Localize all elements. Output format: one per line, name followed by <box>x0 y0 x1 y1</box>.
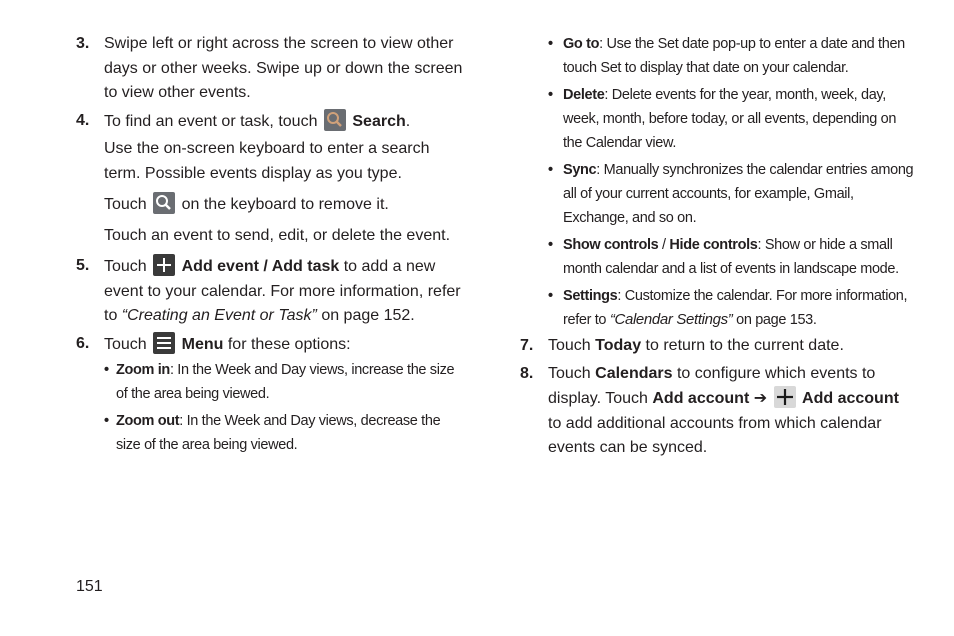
step-8 <box>520 362 915 461</box>
step-6 <box>76 332 468 358</box>
menu-label: Menu <box>181 335 224 353</box>
step-text-part: on the keyboard to remove it. <box>181 196 389 213</box>
left-column <box>76 32 468 460</box>
option-desc: : In the Week and Day views, increase the size of the area being viewed. <box>116 362 455 402</box>
right-column <box>520 32 915 461</box>
add-account-label: Add account ➔ <box>652 390 768 407</box>
list-item <box>104 358 468 406</box>
step-4 <box>76 109 468 249</box>
step-number: 5. <box>76 257 90 274</box>
step-text <box>548 362 915 461</box>
page-number: 151 <box>76 578 103 595</box>
step-number: 8. <box>520 364 534 382</box>
add-account-label: Add account <box>802 390 899 407</box>
step-text-part: Touch <box>104 258 147 275</box>
option-name: Settings <box>563 288 618 304</box>
step-text: Touch an event to send, edit, or delete the event. <box>104 226 451 244</box>
today-label: Today <box>595 337 642 354</box>
cross-reference[interactable]: “Creating an Event or Task” <box>121 307 317 324</box>
menu-options-list <box>548 32 915 332</box>
option-desc: : Customize the calendar. For more information, refer to <box>563 288 908 328</box>
search-icon <box>324 109 346 131</box>
step-number: 4. <box>76 111 90 129</box>
step-text-part: Touch <box>104 335 147 353</box>
step-text <box>104 332 468 358</box>
step-text-part: to return to the current date. <box>645 337 844 354</box>
step-text-part: to configure which events to display. <box>548 364 876 407</box>
search-icon <box>153 192 175 214</box>
list-item <box>104 409 468 457</box>
list-item <box>548 284 915 332</box>
plus-icon <box>774 386 796 408</box>
step-3 <box>76 32 468 106</box>
step-text <box>104 192 468 218</box>
list-item <box>548 32 915 80</box>
option-desc: : Use the Set date pop-up to enter a date and then touch Set to display that date on your calendar. <box>563 36 905 76</box>
step-text <box>104 254 468 329</box>
step-text-part: to add additional accounts from which calendar events can be synced. <box>548 414 882 456</box>
plus-icon <box>153 254 175 276</box>
step-number: 7. <box>520 337 534 354</box>
step-text <box>548 334 915 359</box>
step-number: 3. <box>76 35 90 52</box>
list-item <box>548 233 915 281</box>
option-name: Zoom in <box>116 362 170 378</box>
cross-reference[interactable]: “Calendar Settings” <box>609 311 733 328</box>
list-item <box>548 83 915 155</box>
option-name: Delete <box>563 87 605 103</box>
list-item <box>548 158 915 230</box>
option-name: Sync <box>563 162 597 178</box>
option-desc: on page 153. <box>736 312 817 328</box>
step-text-part: . <box>405 112 411 130</box>
step-text-part: To find an event or task, touch <box>104 112 318 130</box>
add-event-label: Add event / Add task <box>181 258 340 275</box>
calendars-label: Calendars <box>595 364 673 382</box>
option-name: Go to <box>563 36 600 52</box>
step-text-part: on page 152. <box>321 307 415 324</box>
step-text <box>104 109 468 135</box>
step-text: Swipe left or right across the screen to view other days or other weeks. Swipe up or down the screen to view other events. <box>104 35 463 101</box>
menu-options-list <box>104 358 468 457</box>
step-number: 6. <box>76 334 90 352</box>
step-text-part: Touch <box>104 196 147 213</box>
step-text-part: to add a new event to your calendar. For more information, refer to <box>104 258 461 324</box>
step-7 <box>520 334 915 359</box>
step-text-part: Touch <box>548 364 591 382</box>
search-label: Search <box>352 112 406 130</box>
option-name: Show controls <box>563 237 659 253</box>
option-desc: : Delete events for the year, month, week, day, week, month, before today, or all events, depending on the Calendar view. <box>563 87 897 151</box>
step-5 <box>76 254 468 329</box>
step-text: Use the on-screen keyboard to enter a search term. Possible events display as you type. <box>104 140 430 182</box>
option-desc: : In the Week and Day views, decrease the size of the area being viewed. <box>116 413 441 453</box>
option-separator: / <box>658 237 670 253</box>
option-name: Zoom out <box>116 413 180 429</box>
option-desc: : Show or hide a small month calendar and a list of events in landscape mode. <box>563 237 899 277</box>
menu-icon <box>153 332 175 354</box>
step-text-part: Touch <box>548 337 591 354</box>
step-text-part: for these options: <box>227 335 351 353</box>
option-desc: : Manually synchronizes the calendar entries among all of your current accounts, for example, Gmail, Exchange, and so on. <box>563 162 914 226</box>
option-name: Hide controls <box>669 237 758 253</box>
step-text-part: Touch <box>605 390 648 407</box>
